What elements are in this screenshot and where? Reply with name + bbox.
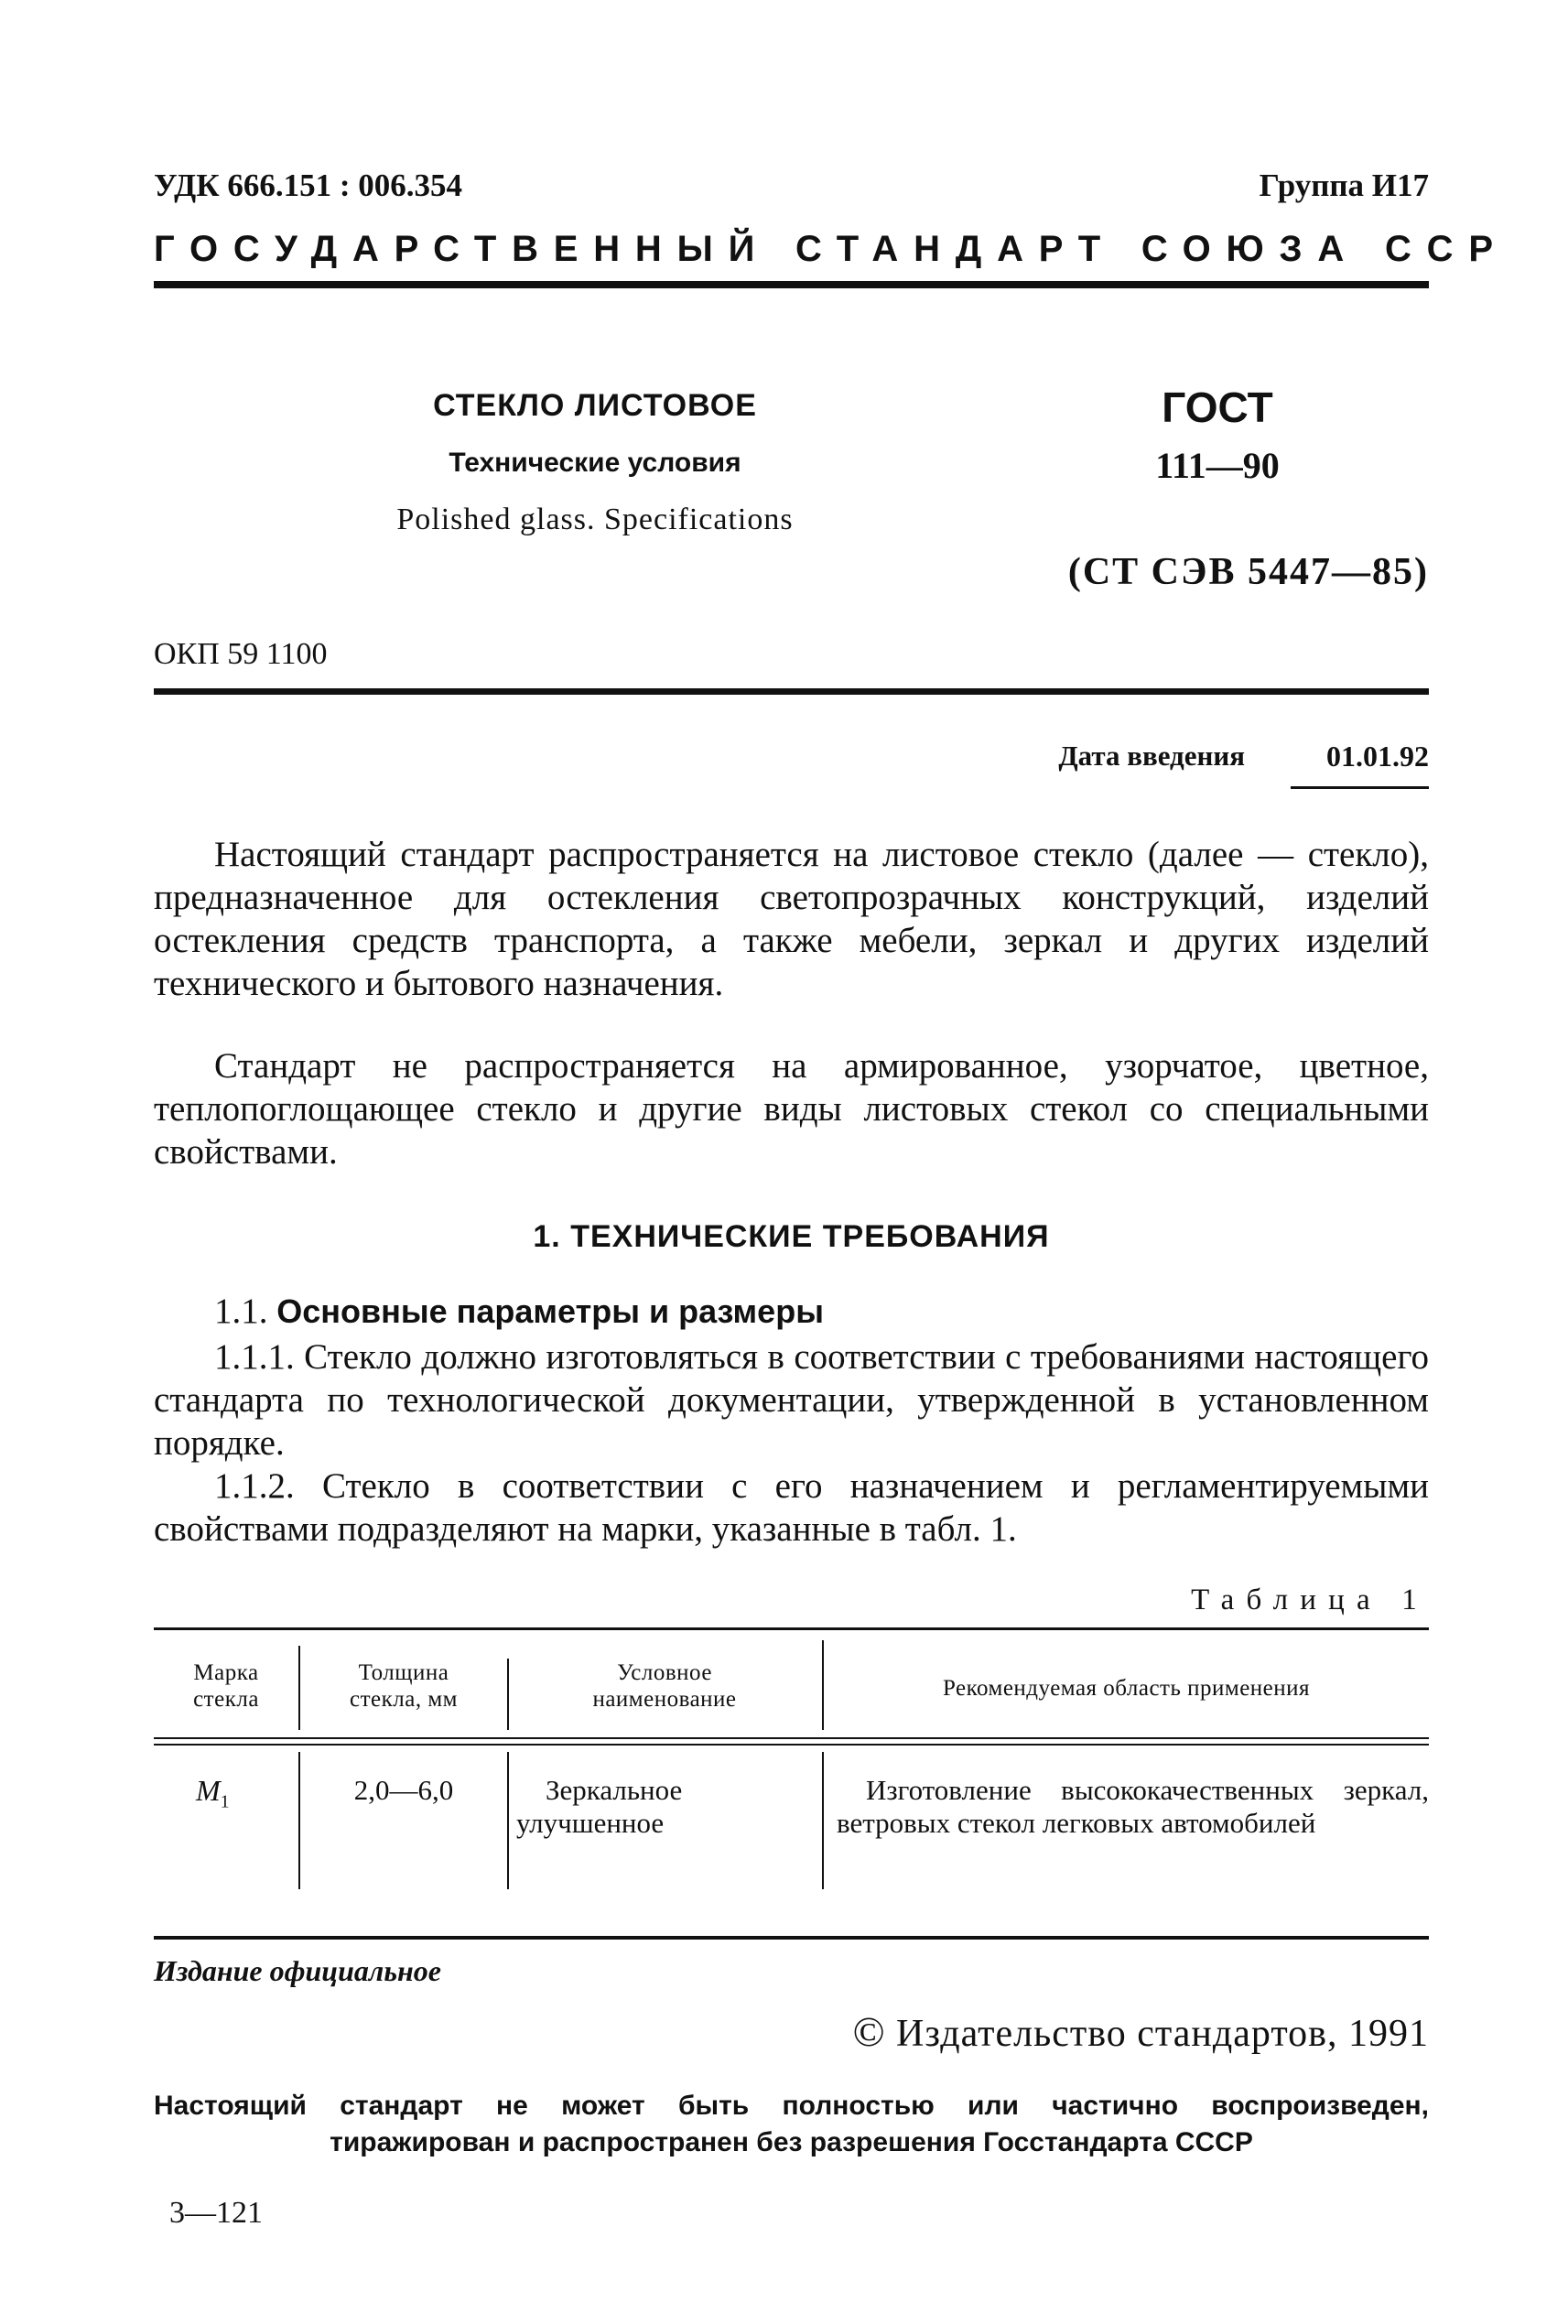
title-rule (154, 688, 1429, 695)
intro-date-value: 01.01.92 (1326, 740, 1429, 773)
col-divider-3 (822, 1640, 824, 1730)
table-header-rule-1 (154, 1737, 1429, 1739)
copyright-notice-line1: Настоящий стандарт не может быть полностью или частично воспроизведен, (154, 2091, 1429, 2121)
subsection-heading (214, 1291, 824, 1333)
subsection-number: 1.1. (214, 1292, 268, 1331)
header-name-line2: наименование (592, 1687, 737, 1712)
publisher-name: Издательство стандартов, 1991 (896, 2013, 1429, 2055)
cell-name (516, 1774, 818, 1840)
col-divider-1 (298, 1646, 300, 1730)
cell-application: Изготовление высококачественных зеркал, ветровых стекол легковых автомобилей (837, 1774, 1429, 1839)
document-title: СТЕКЛО ЛИСТОВОЕ (433, 388, 757, 423)
table-top-rule (154, 1627, 1429, 1630)
header-mark-line2: стекла (193, 1687, 259, 1712)
intro-date-underline (1291, 786, 1429, 789)
footer-rule (154, 1936, 1429, 1940)
exclusion-text: Стандарт не распространяется на армированное, узорчатое, цветное, теплопоглощающее стекло и другие виды листовых стекол со специальными свойствами. (154, 1046, 1429, 1172)
okp-code: ОКП 59 1100 (154, 637, 328, 671)
cell-name-line1: Зеркальное (546, 1774, 683, 1806)
copyright-icon: © (852, 2008, 886, 2055)
gost-number: 111—90 (1155, 445, 1280, 486)
group-code: Группа И17 (1259, 168, 1429, 203)
item-1-1-1 (154, 1335, 1429, 1465)
table-header-thickness (300, 1659, 507, 1713)
document-subtitle: Технические условия (449, 448, 741, 478)
header-thickness-line2: стекла, мм (350, 1687, 458, 1712)
intro-date-label: Дата введения (1058, 740, 1245, 772)
mark-letter: М (196, 1774, 221, 1807)
mark-subscript: 1 (220, 1791, 230, 1812)
item-1-1-2 (154, 1465, 1429, 1551)
scope-text: Настоящий стандарт распространяется на листовое стекло (далее — стекло), предназначенное для остекления светопрозрачных конструкций, изделий остекления средств транспорта, а также мебели, зеркал и других изделий технического и бытового назначения. (154, 835, 1429, 1003)
header-name-line1: Условное (617, 1660, 712, 1685)
table-header-rule-2 (154, 1744, 1429, 1746)
exclusion-paragraph (154, 1044, 1429, 1173)
document-title-english: Polished glass. Specifications (396, 503, 794, 536)
table-header-name (509, 1659, 820, 1713)
section-heading: 1. ТЕХНИЧЕСКИЕ ТРЕБОВАНИЯ (533, 1219, 1050, 1254)
state-standard-banner: ГОСУДАРСТВЕННЫЙ СТАНДАРТ СОЮЗА ССР (154, 229, 1509, 269)
table-header-mark (154, 1659, 298, 1713)
table-header-application: Рекомендуемая область применения (942, 1676, 1311, 1701)
cell-mark (196, 1774, 230, 1818)
item-1-1-2-text: 1.1.2. Стекло в соответствии с его назначением и регламентируемыми свойствами подразделяют на марки, указанные в табл. 1. (154, 1466, 1429, 1549)
cell-thickness: 2,0—6,0 (353, 1774, 454, 1806)
cell-name-line2: улучшенное (516, 1807, 665, 1839)
header-mark-line1: Марка (193, 1660, 259, 1685)
table-caption: Таблица 1 (1191, 1584, 1429, 1616)
header-rule (154, 281, 1429, 288)
col-divider-2 (507, 1659, 509, 1730)
table-row (154, 1774, 1429, 1893)
page-code: 3—121 (169, 2196, 263, 2230)
header-thickness-line1: Толщина (358, 1660, 449, 1685)
gost-label: ГОСТ (1162, 384, 1273, 431)
udk-code: УДК 666.151 : 006.354 (154, 168, 463, 203)
copyright-notice-line2: тиражирован и распространен без разрешения Госстандарта СССР (330, 2127, 1253, 2157)
publisher-line (732, 2009, 1429, 2057)
subsection-title: Основные параметры и размеры (276, 1292, 824, 1330)
scope-paragraph (154, 833, 1429, 1005)
item-1-1-1-text: 1.1.1. Стекло должно изготовляться в соответствии с требованиями настоящего стандарта по технологической документации, утвержденной в установленном порядке. (154, 1337, 1429, 1463)
official-edition: Издание официальное (154, 1954, 441, 1987)
cmea-standard: (СТ СЭВ 5447—85) (1067, 551, 1429, 593)
